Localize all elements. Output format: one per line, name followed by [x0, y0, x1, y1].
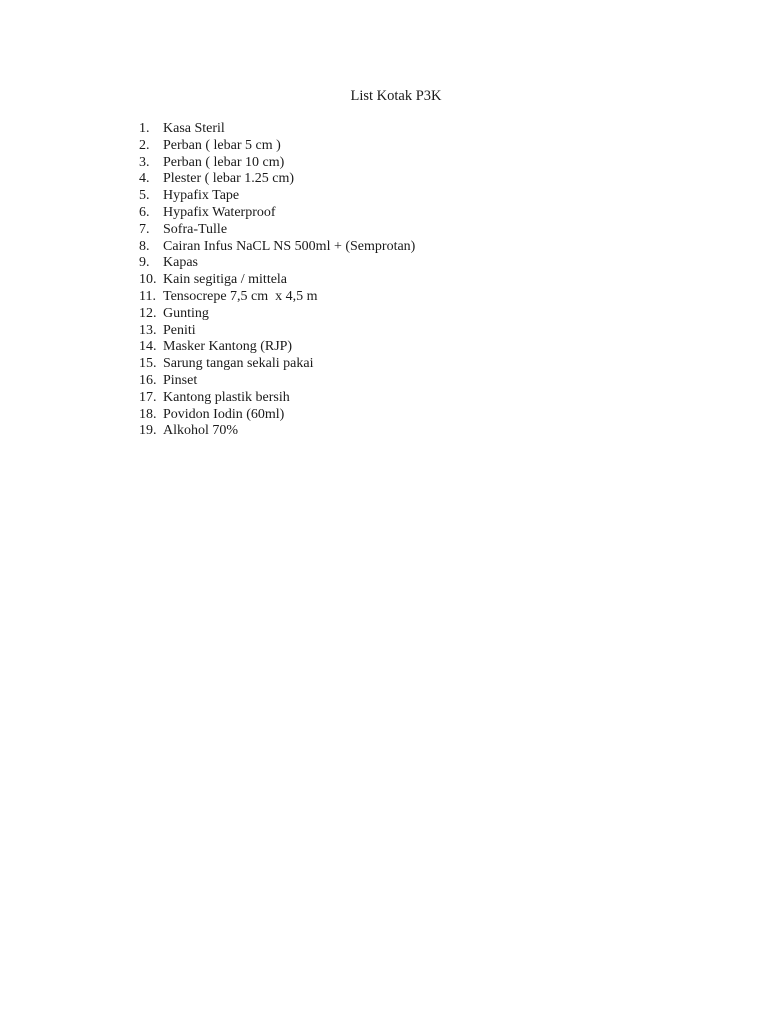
list-item [139, 356, 415, 373]
item-number: 5. [139, 188, 150, 204]
item-text: Kapas [163, 255, 198, 271]
list-item [139, 121, 415, 138]
item-number: 9. [139, 255, 150, 271]
list-item [139, 306, 415, 323]
list-item [139, 423, 415, 440]
list-item [139, 222, 415, 239]
item-text: Gunting [163, 305, 209, 321]
list-item [139, 205, 415, 222]
list-item [139, 138, 415, 155]
item-list [139, 121, 415, 440]
item-number: 17. [139, 389, 157, 405]
item-number: 12. [139, 305, 157, 321]
item-text: Masker Kantong (RJP) [163, 339, 293, 355]
item-text: Kain segitiga / mittela [163, 272, 288, 288]
item-number: 3. [139, 154, 150, 170]
item-text: Perban ( lebar 10 cm) [163, 154, 285, 170]
item-text: Pinset [163, 372, 198, 388]
item-number: 4. [139, 171, 150, 187]
item-number: 2. [139, 137, 150, 153]
item-text: Hypafix Tape [163, 188, 240, 204]
item-text: Alkohol 70% [163, 423, 239, 439]
item-text: Povidon Iodin (60ml) [163, 406, 285, 422]
item-text: Kantong plastik bersih [163, 389, 290, 405]
item-number: 16. [139, 372, 157, 388]
item-text: Tensocrepe 7,5 cm x 4,5 m [163, 288, 318, 304]
document-title: List Kotak P3K [350, 88, 442, 104]
list-item [139, 255, 415, 272]
item-text: Sofra-Tulle [163, 221, 228, 237]
list-item [139, 323, 415, 340]
item-number: 10. [139, 272, 157, 288]
item-text: Peniti [163, 322, 196, 338]
list-item [139, 390, 415, 407]
item-number: 13. [139, 322, 157, 338]
item-number: 6. [139, 204, 150, 220]
list-item [139, 272, 415, 289]
list-item [139, 171, 415, 188]
list-item [139, 407, 415, 424]
item-text: Sarung tangan sekali pakai [163, 356, 314, 372]
list-item [139, 373, 415, 390]
item-number: 11. [139, 288, 156, 304]
item-text: Kasa Steril [163, 121, 225, 136]
list-item [139, 155, 415, 172]
item-number: 8. [139, 238, 150, 254]
item-number: 19. [139, 423, 157, 439]
item-number: 1. [139, 121, 150, 136]
item-text: Perban ( lebar 5 cm ) [163, 137, 281, 153]
list-item [139, 289, 415, 306]
item-number: 15. [139, 356, 157, 372]
item-number: 14. [139, 339, 157, 355]
item-text: Plester ( lebar 1.25 cm) [163, 171, 295, 187]
item-number: 7. [139, 221, 150, 237]
item-text: Hypafix Waterproof [163, 204, 276, 220]
item-number: 18. [139, 406, 157, 422]
list-item [139, 339, 415, 356]
list-item [139, 239, 415, 256]
list-item [139, 188, 415, 205]
item-text: Cairan Infus NaCL NS 500ml + (Semprotan) [163, 238, 416, 254]
